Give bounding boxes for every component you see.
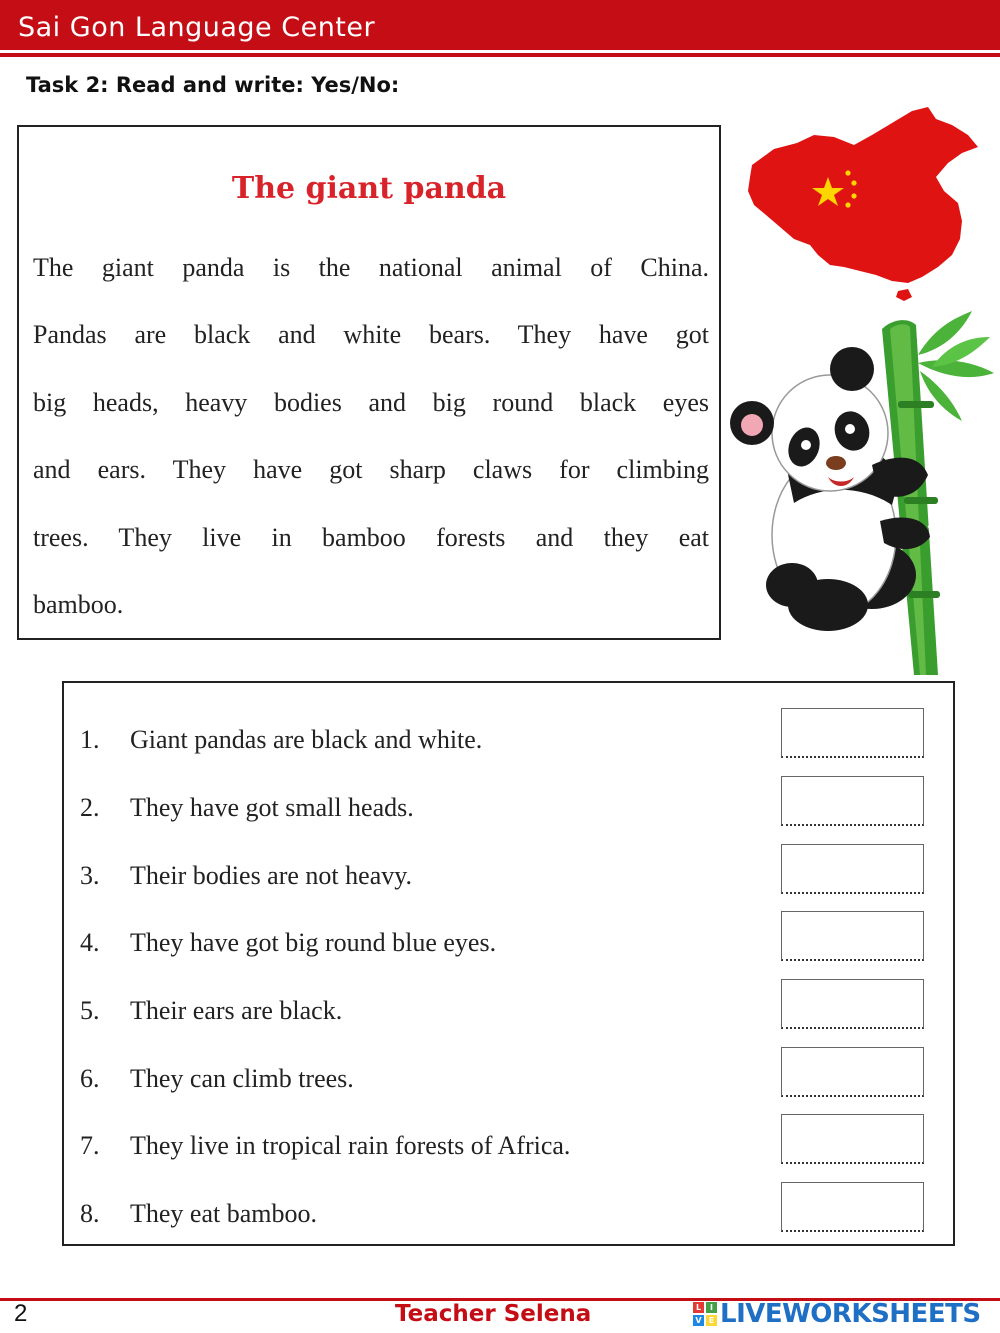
liveworksheets-icon: L I V E bbox=[693, 1302, 717, 1326]
answer-input-3[interactable] bbox=[781, 844, 924, 894]
question-text: They have got small heads. bbox=[130, 793, 414, 822]
question-number: 6. bbox=[80, 1064, 100, 1093]
question-text: Their ears are black. bbox=[130, 996, 343, 1025]
header-bar bbox=[0, 0, 1000, 50]
reading-line: trees. They live in bamboo forests and they eat bbox=[33, 523, 709, 552]
teacher-name: Teacher Selena bbox=[395, 1301, 592, 1327]
question-row bbox=[64, 920, 953, 988]
answer-input-6[interactable] bbox=[781, 1047, 924, 1097]
reading-line: Pandas are black and white bears. They have got bbox=[33, 320, 709, 349]
question-number: 7. bbox=[80, 1131, 100, 1160]
reading-line: and ears. They have got sharp claws for climbing bbox=[33, 455, 709, 484]
panda-illustration bbox=[722, 105, 1000, 680]
answer-input-2[interactable] bbox=[781, 776, 924, 826]
answer-input-4[interactable] bbox=[781, 911, 924, 961]
reading-passage-box bbox=[17, 125, 721, 640]
question-number: 8. bbox=[80, 1199, 100, 1228]
question-number: 4. bbox=[80, 928, 100, 957]
header-title: Sai Gon Language Center bbox=[18, 12, 376, 43]
answer-input-5[interactable] bbox=[781, 979, 924, 1029]
question-row bbox=[64, 1191, 953, 1259]
question-row bbox=[64, 785, 953, 853]
question-text: They eat bamboo. bbox=[130, 1199, 317, 1228]
reading-line: bamboo. bbox=[33, 590, 124, 619]
question-row bbox=[64, 988, 953, 1056]
question-row bbox=[64, 1123, 953, 1191]
reading-line: big heads, heavy bodies and big round black eyes bbox=[33, 388, 709, 417]
question-number: 1. bbox=[80, 725, 100, 754]
liveworksheets-logo[interactable] bbox=[693, 1299, 981, 1329]
question-number: 2. bbox=[80, 793, 100, 822]
question-text: They have got big round blue eyes. bbox=[130, 928, 497, 957]
question-text: Giant pandas are black and white. bbox=[130, 725, 483, 754]
question-text: They live in tropical rain forests of Africa. bbox=[130, 1131, 571, 1160]
china-island bbox=[896, 289, 912, 301]
answer-input-7[interactable] bbox=[781, 1114, 924, 1164]
question-row bbox=[64, 717, 953, 785]
answer-input-8[interactable] bbox=[781, 1182, 924, 1232]
questions-box bbox=[62, 681, 955, 1246]
question-text: Their bodies are not heavy. bbox=[130, 861, 413, 890]
header-divider bbox=[0, 53, 1000, 57]
china-map bbox=[748, 107, 978, 283]
reading-title: The giant panda bbox=[231, 171, 507, 206]
question-number: 3. bbox=[80, 861, 100, 890]
question-text: They can climb trees. bbox=[130, 1064, 354, 1093]
page-number: 2 bbox=[14, 1300, 28, 1327]
reading-line: The giant panda is the national animal of China. bbox=[33, 253, 709, 282]
answer-input-1[interactable] bbox=[781, 708, 924, 758]
task-title: Task 2: Read and write: Yes/No: bbox=[26, 73, 400, 97]
liveworksheets-logo-text: LIVEWORKSHEETS bbox=[720, 1299, 981, 1329]
question-number: 5. bbox=[80, 996, 100, 1025]
